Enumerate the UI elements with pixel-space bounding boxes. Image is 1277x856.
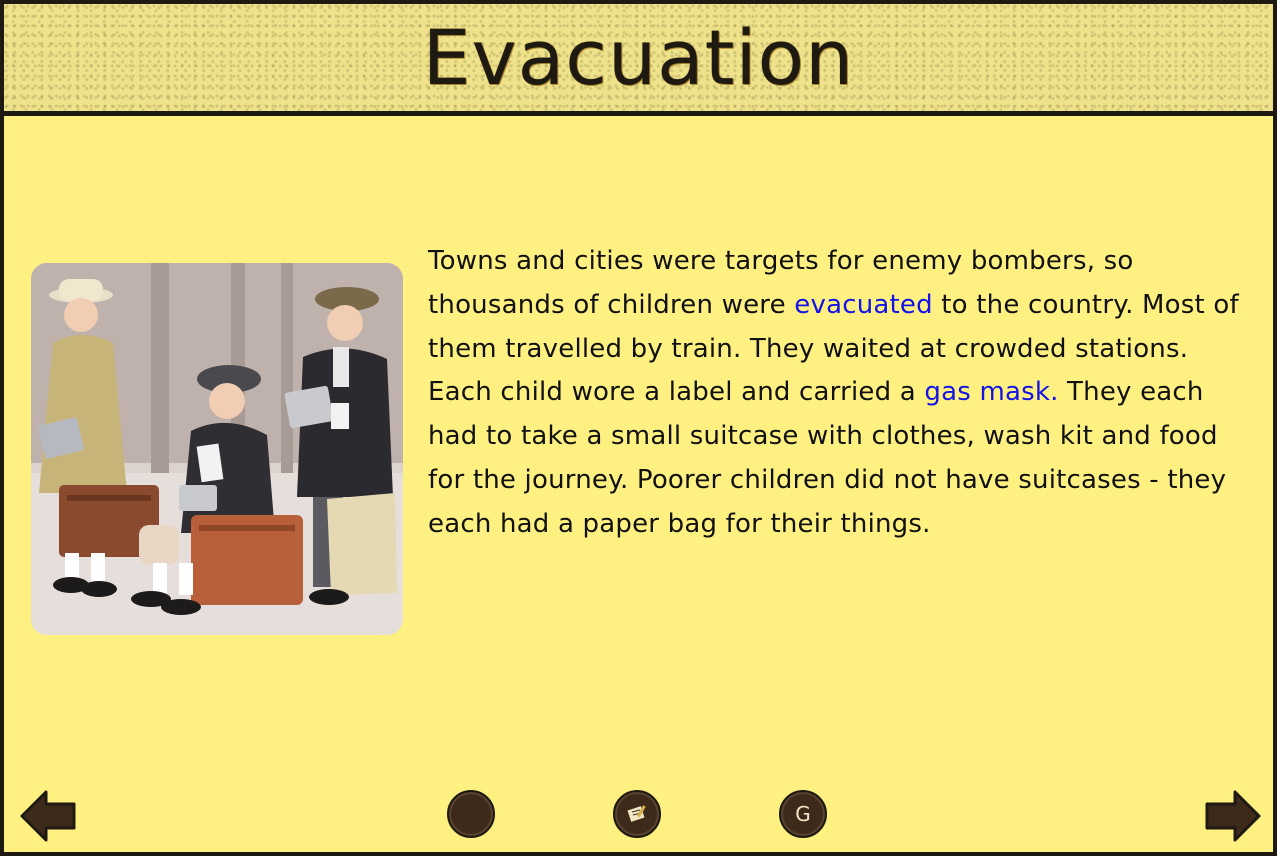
title-bar (4, 4, 1273, 116)
page-title: Evacuation (422, 13, 855, 102)
blank-circle-button[interactable] (447, 790, 495, 838)
next-arrow-icon (1203, 788, 1263, 844)
gas-mask-link[interactable]: gas mask. (924, 377, 1059, 408)
evacuation-paragraph (428, 240, 1248, 547)
paragraph-text-1: Towns and cities were targets for enemy bombers, so thousands of children were (428, 246, 1134, 320)
next-button[interactable] (1203, 788, 1263, 844)
glossary-label: G (795, 802, 811, 826)
evacuated-link[interactable]: evacuated (794, 289, 933, 320)
paragraph-text-3: They each had to take a small suitcase with clothes, wash kit and food for the journey. Poorer children did not have suitcases - they each had a paper bag for their things. (428, 377, 1227, 539)
glossary-button[interactable] (779, 790, 827, 838)
notepad-icon (625, 802, 649, 826)
back-arrow-icon (18, 788, 78, 844)
back-button[interactable] (18, 788, 78, 844)
paragraph-text-2: to the country. Most of them travelled by train. They waited at crowded stations. Each child wore a label and carried a (428, 289, 1239, 408)
notes-button[interactable] (613, 790, 661, 838)
evacuee-children-illustration (31, 263, 403, 635)
